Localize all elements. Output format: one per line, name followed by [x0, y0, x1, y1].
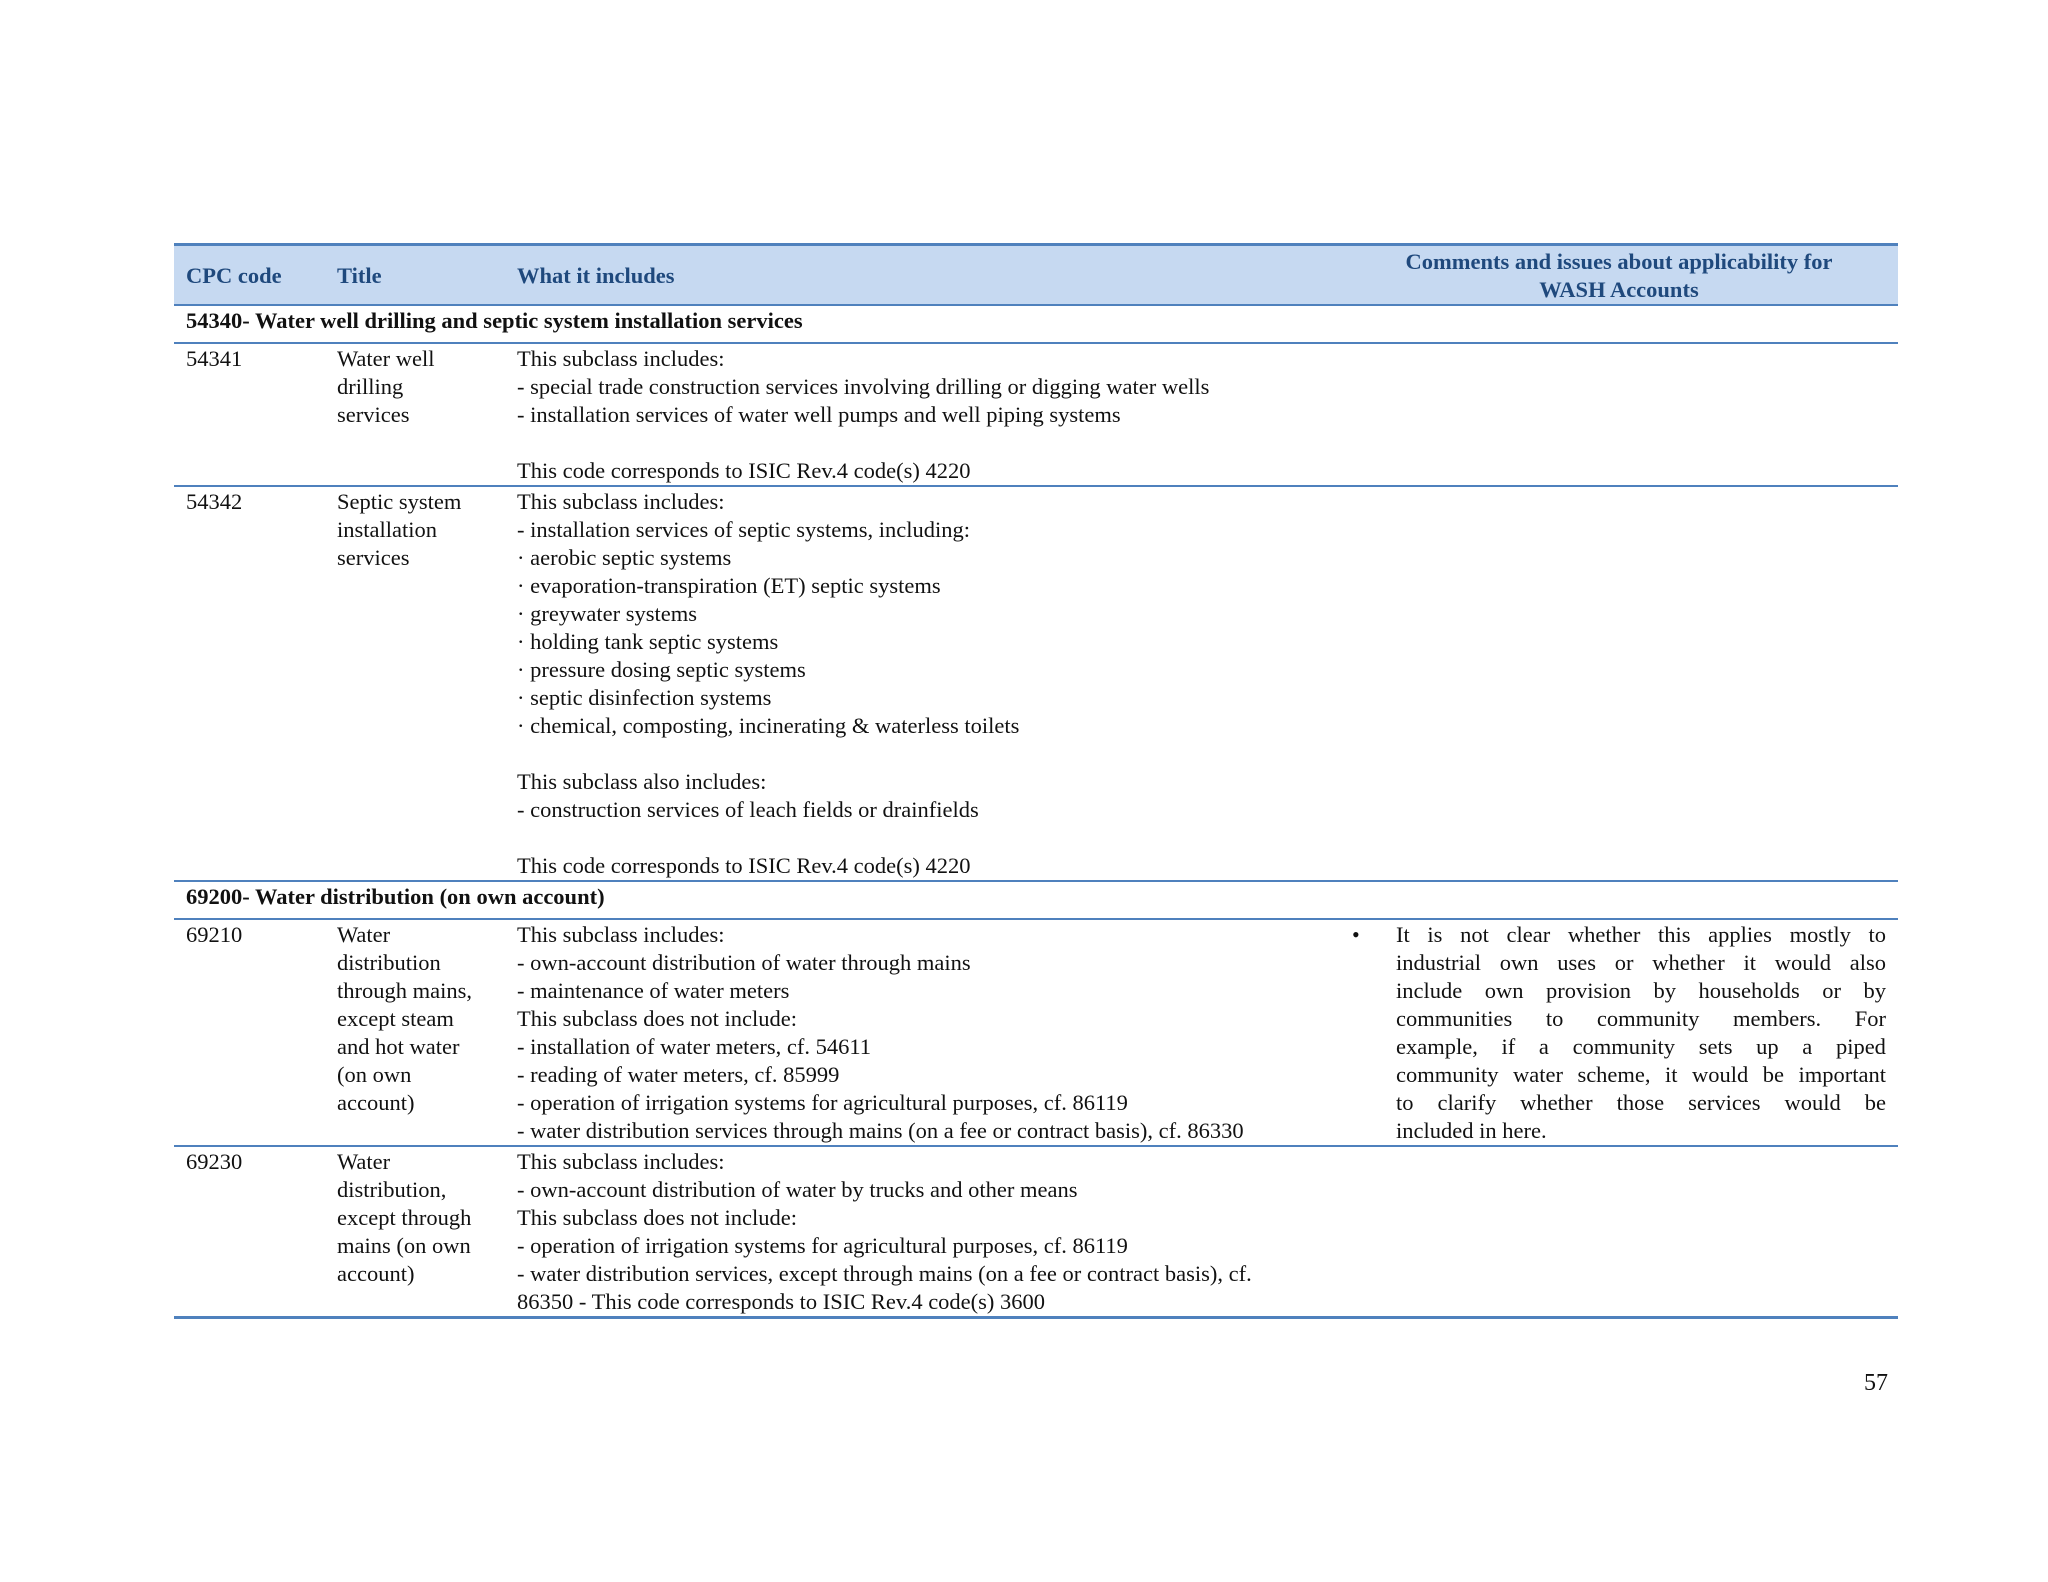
includes-cell — [505, 919, 1340, 1146]
title-cell — [325, 486, 505, 881]
table-row — [174, 1146, 1898, 1318]
section-heading-row — [174, 305, 1898, 343]
includes-line: - operation of irrigation systems for agricultural purposes, cf. 86119 — [517, 1233, 1128, 1258]
blank-line — [517, 824, 1328, 852]
comment-line: include own provision by households or by — [1396, 978, 1886, 1003]
comment-line: example, if a community sets up a piped — [1396, 1034, 1886, 1059]
includes-line: · pressure dosing septic systems — [517, 657, 806, 682]
includes-line: - reading of water meters, cf. 85999 — [517, 1062, 840, 1087]
includes-line: - special trade construction services involving drilling or digging water wells — [517, 374, 1210, 399]
includes-line: This subclass includes: — [517, 922, 725, 947]
includes-cell — [505, 486, 1340, 881]
title-line: services — [337, 402, 410, 427]
includes-line: - operation of irrigation systems for agricultural purposes, cf. 86119 — [517, 1090, 1128, 1115]
cpc-code-cell: 69230 — [186, 1149, 243, 1174]
includes-line: - construction services of leach fields or drainfields — [517, 797, 979, 822]
title-line: mains (on own — [337, 1233, 471, 1258]
includes-line: - own-account distribution of water through mains — [517, 950, 971, 975]
title-line: Water — [337, 922, 391, 947]
title-line: through mains, — [337, 978, 472, 1003]
title-line: (on own — [337, 1062, 412, 1087]
title-cell — [325, 919, 505, 1146]
header-comments-line1: Comments and issues about applicability for — [1405, 249, 1833, 274]
title-line: services — [337, 545, 410, 570]
includes-line: - installation services of water well pumps and well piping systems — [517, 402, 1121, 427]
title-line: drilling — [337, 374, 404, 399]
includes-line: - maintenance of water meters — [517, 978, 790, 1003]
page-number: 57 — [1864, 1370, 1888, 1396]
title-cell — [325, 343, 505, 486]
includes-line: This code corresponds to ISIC Rev.4 code(s) 4220 — [517, 853, 971, 878]
title-line: account) — [337, 1261, 415, 1286]
includes-line: · evaporation-transpiration (ET) septic systems — [517, 573, 941, 598]
table-row — [174, 343, 1898, 486]
includes-line: This subclass includes: — [517, 1149, 725, 1174]
comment-line: community water scheme, it would be important — [1396, 1062, 1886, 1087]
includes-cell — [505, 1146, 1340, 1318]
header-title: Title — [337, 263, 382, 288]
title-cell — [325, 1146, 505, 1318]
comment-line: communities to community members. For — [1396, 1006, 1886, 1031]
table-header-row — [174, 245, 1898, 306]
includes-cell — [505, 343, 1340, 486]
cpc-table — [174, 243, 1898, 1319]
includes-line: · holding tank septic systems — [517, 629, 779, 654]
table-row — [174, 486, 1898, 881]
comment-line: included in here. — [1396, 1118, 1547, 1143]
comment-bullet-item — [1352, 921, 1886, 1145]
blank-line — [517, 740, 1328, 768]
bullet-icon: • — [1352, 922, 1360, 947]
comment-text — [1396, 921, 1886, 1145]
includes-line: This subclass includes: — [517, 489, 725, 514]
header-comments — [1340, 245, 1898, 306]
includes-line: 86350 - This code corresponds to ISIC Rev.4 code(s) 3600 — [517, 1289, 1046, 1314]
title-line: Septic system — [337, 489, 462, 514]
cpc-code-cell: 69210 — [186, 922, 243, 947]
header-cpc-code: CPC code — [186, 263, 282, 288]
includes-line: - water distribution services, except through mains (on a fee or contract basis), cf. — [517, 1261, 1252, 1286]
includes-line: - installation of water meters, cf. 54611 — [517, 1034, 872, 1059]
comments-cell — [1340, 343, 1898, 486]
title-line: except steam — [337, 1006, 454, 1031]
includes-line: · septic disinfection systems — [517, 685, 772, 710]
includes-line: - own-account distribution of water by trucks and other means — [517, 1177, 1078, 1202]
title-line: distribution, — [337, 1177, 447, 1202]
comment-line: to clarify whether those services would be — [1396, 1090, 1886, 1115]
blank-line — [517, 429, 1328, 457]
includes-line: This code corresponds to ISIC Rev.4 code(s) 4220 — [517, 458, 971, 483]
includes-line: This subclass does not include: — [517, 1006, 797, 1031]
section-heading: 54340- Water well drilling and septic system installation services — [186, 308, 803, 333]
title-line: except through — [337, 1205, 472, 1230]
title-line: account) — [337, 1090, 415, 1115]
header-comments-line2: WASH Accounts — [1539, 277, 1699, 302]
comment-line: It is not clear whether this applies mostly to — [1396, 922, 1886, 947]
cpc-code-cell: 54341 — [186, 346, 243, 371]
includes-line: · aerobic septic systems — [517, 545, 732, 570]
comments-cell — [1340, 1146, 1898, 1318]
title-line: installation — [337, 517, 437, 542]
includes-line: This subclass does not include: — [517, 1205, 797, 1230]
includes-line: This subclass also includes: — [517, 769, 767, 794]
includes-line: This subclass includes: — [517, 346, 725, 371]
includes-line: - water distribution services through mains (on a fee or contract basis), cf. 86330 — [517, 1118, 1244, 1143]
title-line: and hot water — [337, 1034, 460, 1059]
cpc-code-cell: 54342 — [186, 489, 243, 514]
includes-line: · greywater systems — [517, 601, 697, 626]
section-heading-row — [174, 881, 1898, 919]
includes-line: · chemical, composting, incinerating & waterless toilets — [517, 713, 1020, 738]
section-heading: 69200- Water distribution (on own account) — [186, 884, 605, 909]
table-row — [174, 919, 1898, 1146]
header-includes: What it includes — [517, 263, 675, 288]
table-body — [174, 305, 1898, 1318]
comments-cell — [1340, 919, 1898, 1146]
includes-line: - installation services of septic systems, including: — [517, 517, 971, 542]
comment-line: industrial own uses or whether it would also — [1396, 950, 1886, 975]
title-line: Water well — [337, 346, 435, 371]
title-line: Water — [337, 1149, 391, 1174]
comments-cell — [1340, 486, 1898, 881]
title-line: distribution — [337, 950, 441, 975]
